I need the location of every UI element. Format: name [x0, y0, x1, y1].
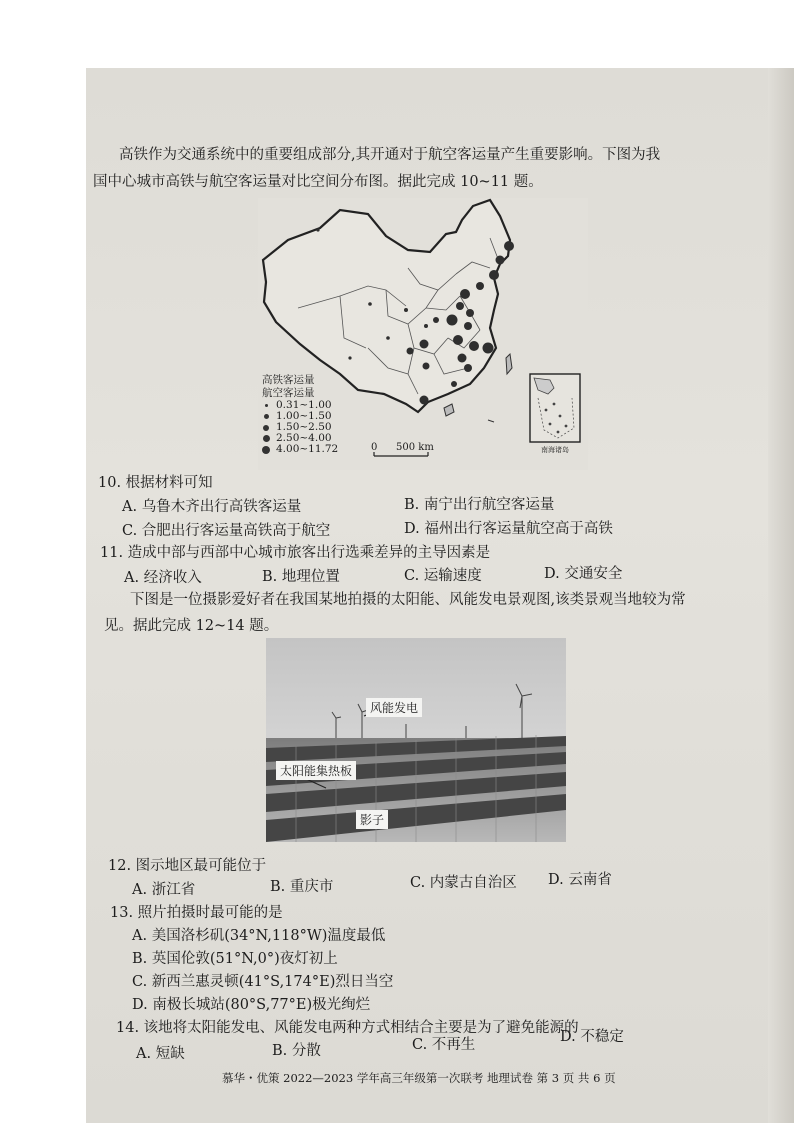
- legend-dot-3: [263, 425, 269, 431]
- q10-option-c: C. 合肥出行客运量高铁高于航空: [122, 523, 331, 539]
- scale-zero: 0: [371, 442, 378, 453]
- intro2-line1: 下图是一位摄影爱好者在我国某地拍摄的太阳能、风能发电景观图,该类景观当地较为常: [130, 592, 686, 608]
- q14-option-c: C. 不再生: [412, 1037, 476, 1053]
- legend-row-5: [262, 444, 338, 455]
- q12-option-a: A. 浙江省: [132, 882, 196, 898]
- map-legend: [262, 374, 338, 455]
- q11-option-d: D. 交通安全: [544, 566, 623, 582]
- legend-dot-5: [262, 446, 270, 454]
- legend-title-air: 航空客运量: [262, 387, 315, 399]
- inset-label: 南海诸岛: [541, 446, 569, 454]
- q13-option-b: B. 英国伦敦(51°N,0°)夜灯初上: [132, 951, 338, 967]
- q12-stem: 12. 图示地区最可能位于: [108, 858, 267, 874]
- photo-svg: [266, 638, 566, 842]
- legend-item-3: 1.50~2.50: [276, 421, 332, 433]
- intro2-line2: 见。据此完成 12~14 题。: [104, 618, 279, 634]
- label-shadow: 影子: [356, 810, 388, 829]
- paper-edge-shadow: [768, 68, 794, 1123]
- q14-stem: 14. 该地将太阳能发电、风能发电两种方式相结合主要是为了避免能源的: [116, 1020, 579, 1036]
- q10-option-d: D. 福州出行客运量航空高于高铁: [404, 521, 613, 537]
- scale-label: 500 km: [396, 442, 434, 453]
- legend-item-5: 4.00~11.72: [276, 443, 339, 455]
- q10-stem: 10. 根据材料可知: [98, 475, 213, 491]
- legend-dot-2: [264, 414, 269, 419]
- q10-option-b: B. 南宁出行航空客运量: [404, 497, 555, 513]
- q14-option-a: A. 短缺: [136, 1046, 185, 1062]
- q14-option-d: D. 不稳定: [560, 1029, 624, 1045]
- q13-option-a: A. 美国洛杉矶(34°N,118°W)温度最低: [132, 928, 386, 944]
- label-solar-panel: 太阳能集热板: [276, 761, 356, 780]
- q13-stem: 13. 照片拍摄时最可能的是: [110, 905, 283, 921]
- china-map-figure: [258, 198, 588, 470]
- legend-dot-4: [263, 435, 270, 442]
- q14-option-b: B. 分散: [272, 1043, 321, 1059]
- q13-option-d: D. 南极长城站(80°S,77°E)极光绚烂: [132, 997, 371, 1013]
- solar-wind-photo: [266, 638, 566, 842]
- south-china-sea-inset: [530, 374, 580, 442]
- q12-option-c: C. 内蒙古自治区: [410, 875, 517, 891]
- page-footer: 慕华・优策 2022—2023 学年高三年级第一次联考 地理试卷 第 3 页 共 6 页: [222, 1071, 616, 1085]
- legend-item-1: 0.31~1.00: [276, 399, 332, 411]
- legend-item-4: 2.50~4.00: [276, 432, 332, 444]
- q10-option-a: A. 乌鲁木齐出行高铁客运量: [122, 499, 302, 515]
- q11-option-c: C. 运输速度: [404, 568, 482, 584]
- legend-dot-1: [265, 404, 268, 407]
- q12-option-d: D. 云南省: [548, 872, 612, 888]
- intro1-line2: 国中心城市高铁与航空客运量对比空间分布图。据此完成 10~11 题。: [93, 174, 543, 190]
- legend-item-2: 1.00~1.50: [276, 410, 332, 422]
- q11-stem: 11. 造成中部与西部中心城市旅客出行选乘差异的主导因素是: [100, 545, 491, 561]
- q11-option-a: A. 经济收入: [124, 570, 202, 586]
- q11-option-b: B. 地理位置: [262, 569, 340, 585]
- legend-title-rail: 高铁客运量: [262, 374, 315, 386]
- label-wind-power: 风能发电: [366, 698, 422, 717]
- q13-option-c: C. 新西兰惠灵顿(41°S,174°E)烈日当空: [132, 974, 394, 990]
- intro1-line1: 高铁作为交通系统中的重要组成部分,其开通对于航空客运量产生重要影响。下图为我: [119, 147, 661, 163]
- q12-option-b: B. 重庆市: [270, 879, 334, 895]
